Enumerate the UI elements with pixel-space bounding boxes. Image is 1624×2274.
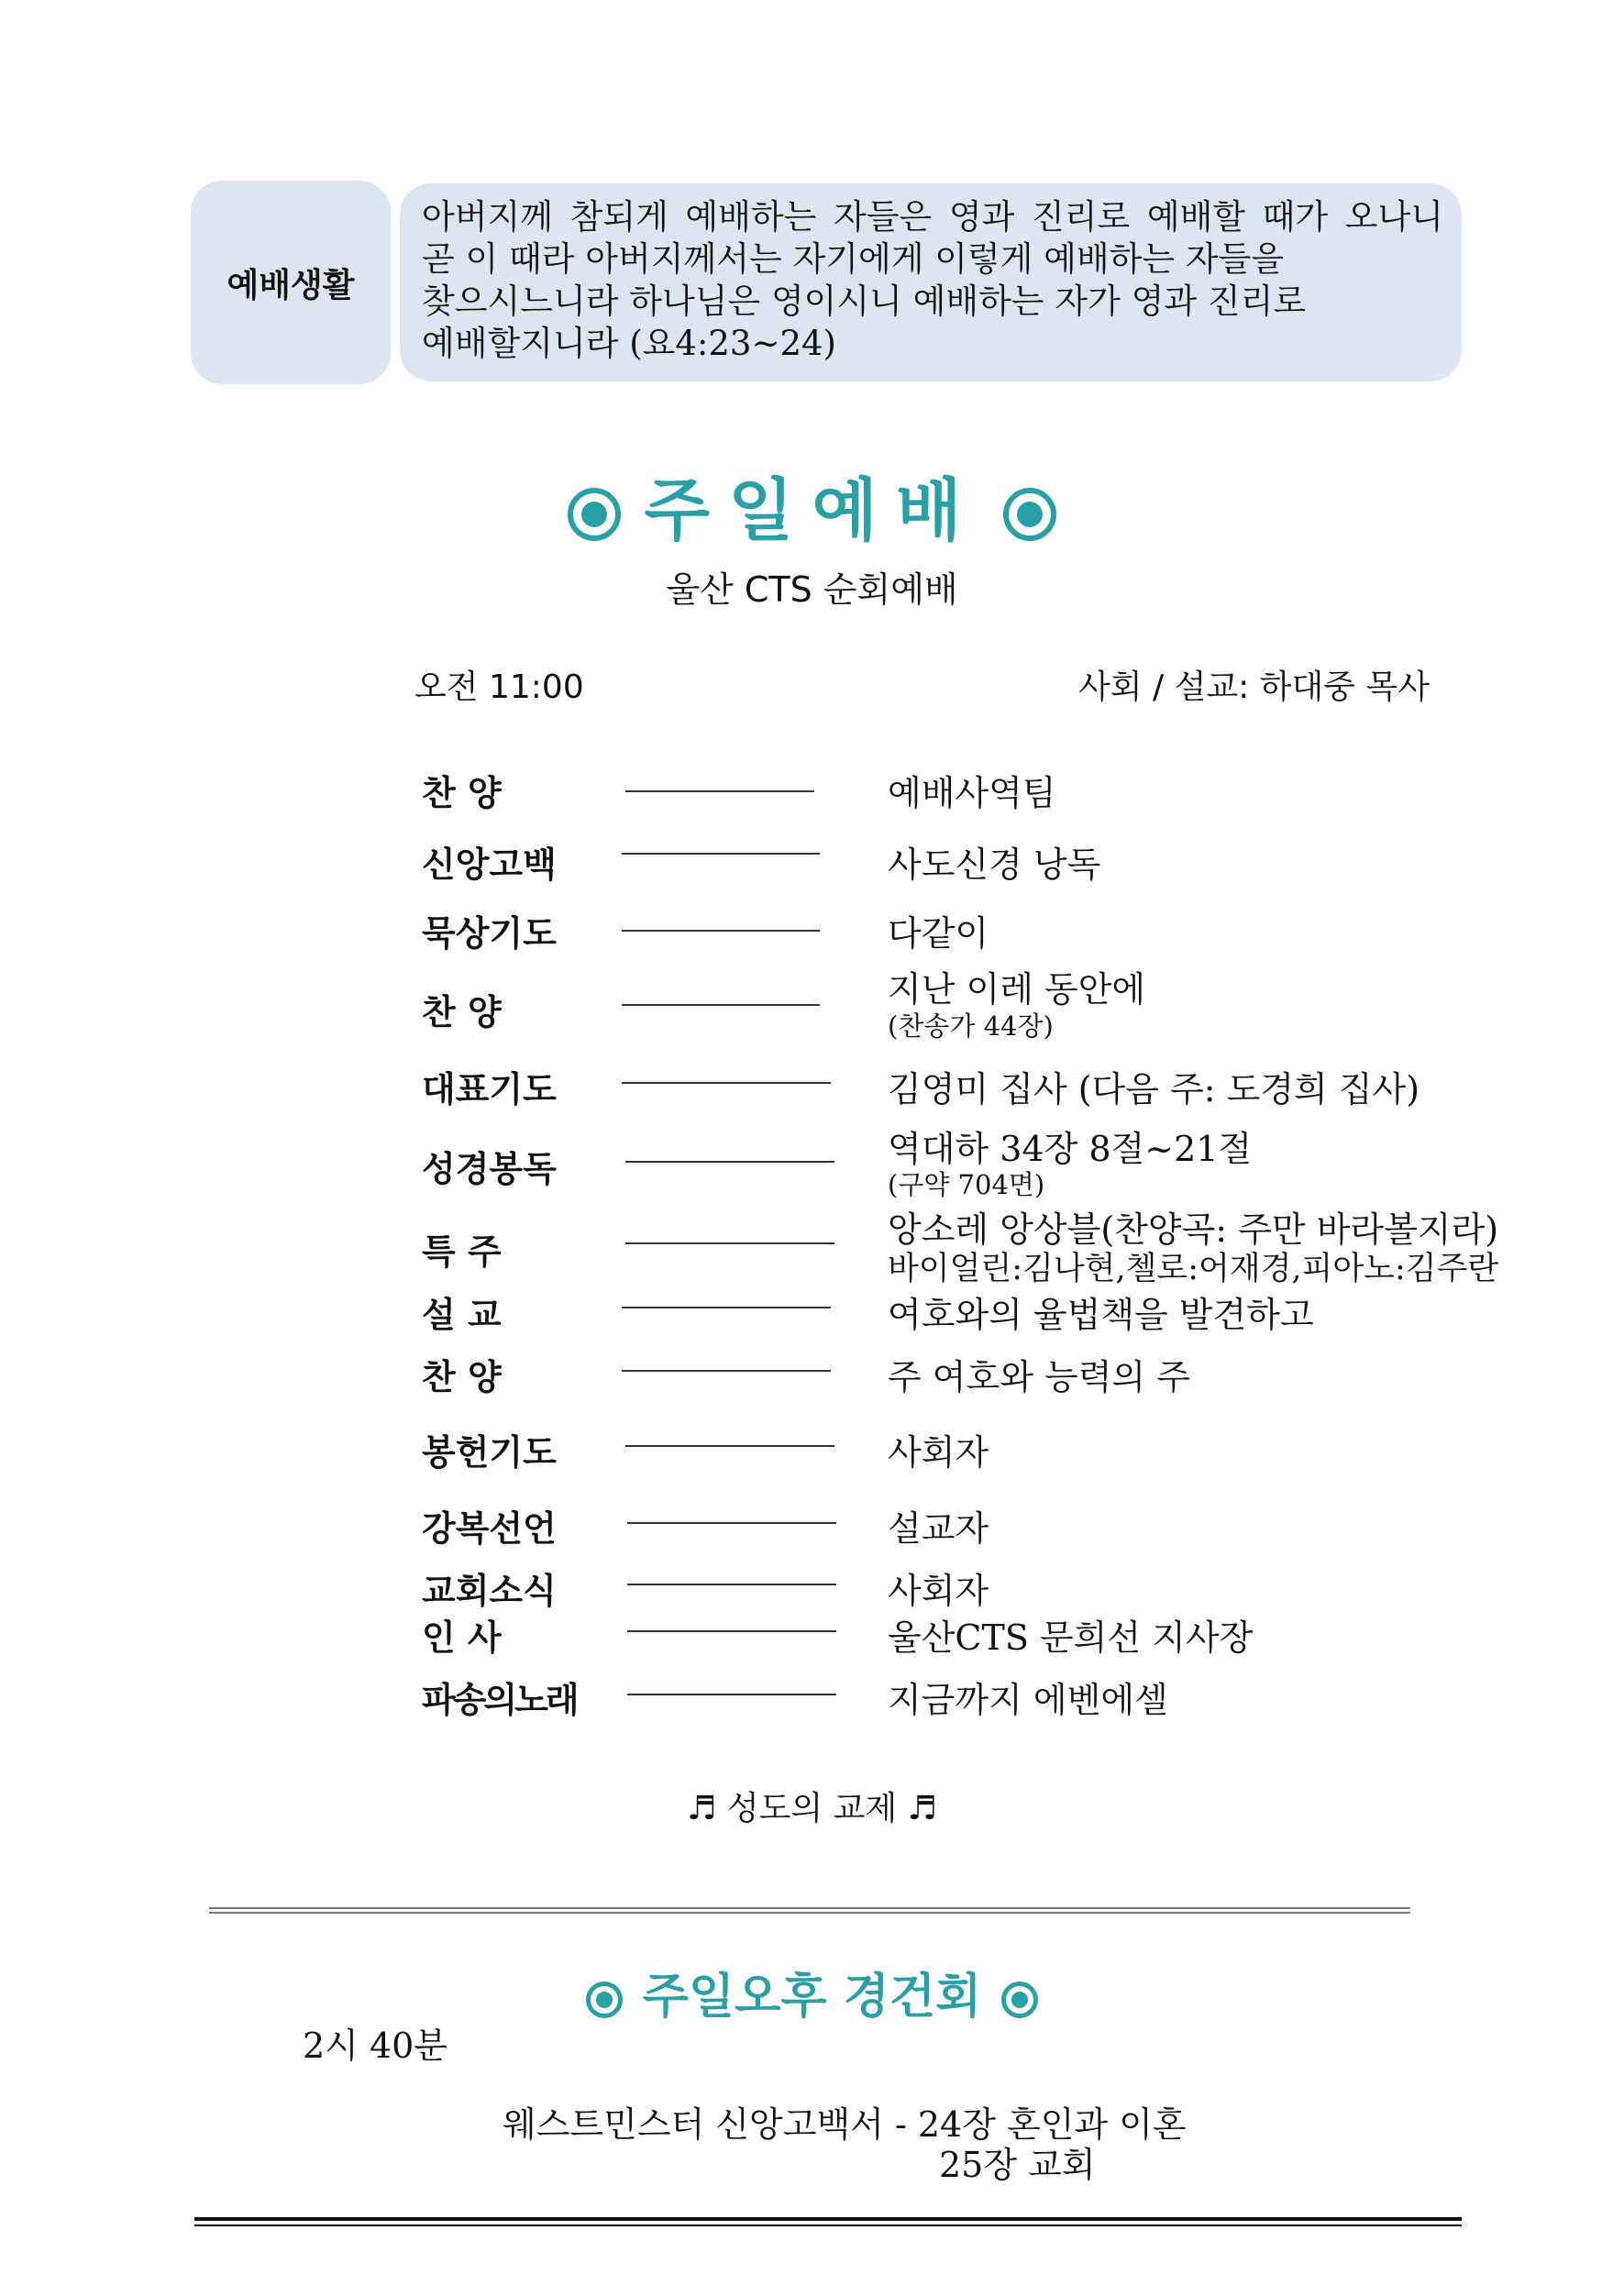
verse-line: 예배할지니라 (요4:23~24) [422,324,836,363]
verse-line: 곧 이 때라 아버지께서는 자기에게 이렇게 예배하는 자들을 [422,239,1285,279]
order-item: 앙소레 앙상블(찬양곡: 주만 바라볼지라) [888,1209,1499,1250]
bullet-icon [1003,488,1056,541]
bullet-icon [586,1981,623,2018]
bottom-divider [194,2217,1462,2226]
order-label: 대표기도 [422,1069,557,1109]
order-item: 지난 이레 동안에 [888,969,1146,1010]
leader-line [627,1630,836,1632]
order-item: 사회자 [888,1432,989,1473]
title-text: 주일예배 [644,471,980,550]
fellowship-note: ♬ 성도의 교제 ♬ [687,1790,937,1827]
order-item: 사도신경 낭독 [888,844,1101,885]
afternoon-text: 25장 교회 [939,2145,1096,2185]
order-item: 주 여호와 능력의 주 [888,1357,1190,1397]
leader-line [627,1694,836,1695]
leader-line [622,1370,831,1372]
afternoon-time: 2시 40분 [303,2026,448,2066]
order-label: 특 주 [422,1231,502,1272]
order-label: 찬 양 [422,773,502,813]
verse-line: 찾으시느니라 하나님은 영이시니 예배하는 자가 영과 진리로 [422,281,1307,321]
order-item-note: (찬송가 44장) [888,1010,1054,1042]
order-item-note: (구약 704면) [888,1169,1045,1200]
order-label: 설 교 [422,1295,502,1335]
leader-line [622,853,820,855]
leader-line [622,1004,820,1006]
leader-line [625,1445,834,1447]
order-item-note: 바이얼린:김나현,첼로:어재경,피아노:김주란 [888,1251,1499,1287]
leader-line [627,1522,836,1524]
afternoon-service-title [0,1958,1624,2026]
order-item: 김영미 집사 (다음 주: 도경희 집사) [888,1069,1420,1109]
leader-line [627,1584,836,1585]
leader-line [622,1082,831,1084]
order-item: 역대하 34장 8절~21절 [888,1129,1253,1169]
leader-line [622,930,820,932]
section-divider [209,1907,1410,1914]
order-label: 교회소식 [422,1571,557,1611]
order-label: 찬 양 [422,992,502,1032]
scripture-verse [400,183,1462,381]
verse-line: 아버지께 참되게 예배하는 자들은 영과 진리로 예배할 때가 오나니 [422,197,1443,237]
leader-line [625,1161,834,1163]
order-label: 묵상기도 [422,913,557,954]
order-label: 찬 양 [422,1357,502,1397]
worship-subtitle: 울산 CTS 순회예배 [666,569,958,610]
leader-line [625,1242,834,1244]
order-label: 봉헌기도 [422,1432,557,1473]
order-item: 울산CTS 문희선 지사장 [888,1617,1254,1658]
order-label: 인 사 [422,1617,502,1658]
sunday-worship-title [0,457,1624,554]
worship-time: 오전 11:00 [414,668,584,706]
order-label: 성경봉독 [422,1149,557,1189]
order-item: 여호와의 율법책을 발견하고 [888,1295,1314,1335]
title-text: 주일오후 경건회 [642,1970,982,2025]
order-item: 사회자 [888,1571,989,1611]
section-tag: 예배생활 [191,181,391,384]
order-item: 지금까지 에벤에셀 [888,1680,1168,1720]
bullet-icon [568,488,621,541]
order-label: 파송의노래 [422,1680,577,1720]
order-label: 강복선언 [422,1508,557,1549]
order-item: 예배사역팀 [888,773,1056,813]
leader-line [622,1307,831,1308]
order-label: 신앙고백 [422,844,557,885]
order-item: 다같이 [888,913,989,954]
afternoon-text: 웨스트민스터 신앙고백서 - 24장 혼인과 이혼 [503,2104,1187,2145]
bullet-icon [1001,1981,1038,2018]
order-item: 설교자 [888,1508,989,1549]
worship-leader: 사회 / 설교: 하대중 목사 [1078,668,1431,706]
leader-line [625,790,814,792]
